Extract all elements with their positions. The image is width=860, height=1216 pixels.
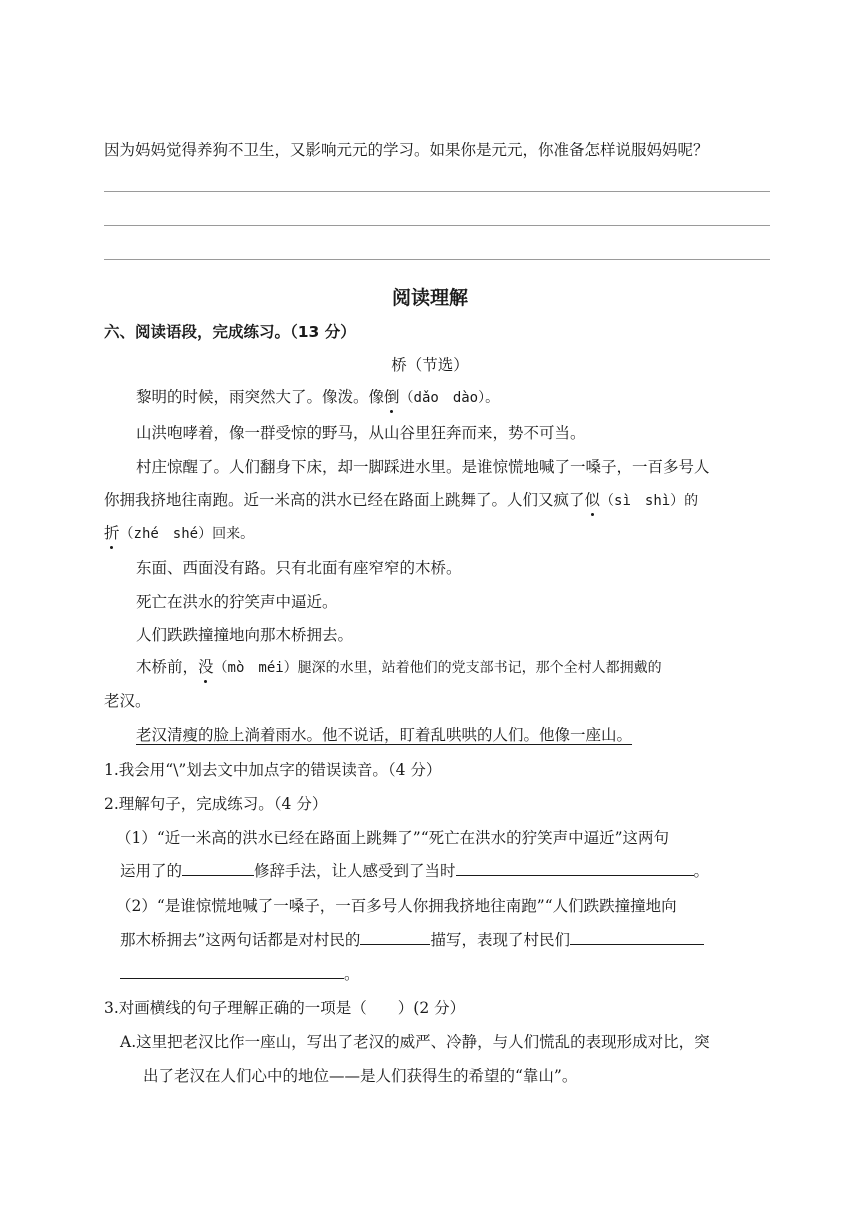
question-3: 3.对画横线的句子理解正确的一项是（ ）(2 分） <box>104 999 466 1017</box>
paragraph-text: 你拥我挤地往南跑。近一米高的洪水已经在路面上跳舞了。人们又疯了 <box>104 491 585 509</box>
answer-line-1[interactable] <box>104 191 770 192</box>
question-2-2-line-2 <box>120 930 704 950</box>
answer-line-2[interactable] <box>104 225 770 226</box>
paragraph-text: 木桥前， <box>136 658 199 676</box>
dotted-char: 折 <box>104 524 120 542</box>
question-text: 修辞手法，让人感受到了当时 <box>254 862 456 880</box>
question-text: 描写，表现了村民们 <box>430 931 570 949</box>
fill-blank[interactable] <box>570 930 704 945</box>
passage-paragraph-6: 人们跌跌撞撞地向那木桥拥去。 <box>136 626 354 644</box>
pinyin-options: （mò méi）腿深的水里，站着他们的党支部书记，那个全村人都拥戴的 <box>213 660 662 676</box>
answer-line-3[interactable] <box>104 259 770 260</box>
underlined-sentence: 老汉清瘦的脸上淌着雨水。他不说话，盯着乱哄哄的人们。他像一座山。 <box>136 726 633 744</box>
passage-title: 桥（节选） <box>391 356 469 374</box>
fill-blank[interactable] <box>360 930 430 945</box>
passage-paragraph-5: 死亡在洪水的狞笑声中逼近。 <box>136 593 338 611</box>
passage-paragraph-7-line-1 <box>136 657 662 678</box>
passage-paragraph-7-line-2: 老汉。 <box>104 692 151 710</box>
paragraph-text: 黎明的时候，雨突然大了。像泼。像 <box>136 388 385 406</box>
passage-paragraph-1 <box>136 387 499 408</box>
question-2-1-line-1: （1）“近一米高的洪水已经在路面上跳舞了”“死亡在洪水的狞笑声中逼近”这两句 <box>116 829 670 847</box>
question-2-1-line-2 <box>120 861 709 881</box>
passage-paragraph-3-line-2 <box>104 490 698 511</box>
question-text: 运用了的 <box>120 862 183 880</box>
fill-blank[interactable] <box>182 861 254 876</box>
dotted-char: 倒 <box>384 388 400 406</box>
option-a-line-2: 出了老汉在人们心中的地位——是人们获得生的希望的“靠山”。 <box>143 1067 578 1085</box>
section-title: 阅读理解 <box>391 287 468 309</box>
passage-paragraph-3-line-3 <box>104 523 254 544</box>
question-text: 。 <box>344 965 360 983</box>
question-text: 那木桥拥去”这两句话都是对村民的 <box>120 931 361 949</box>
intro-question: 因为妈妈觉得养狗不卫生，又影响元元的学习。如果你是元元，你准备怎样说服妈妈呢？ <box>104 141 709 159</box>
question-2-2-line-3 <box>120 964 360 984</box>
pinyin-options: （sì shì）的 <box>600 493 699 509</box>
question-2: 2.理解句子，完成练习。（4 分） <box>104 795 328 813</box>
question-text: 。 <box>693 862 710 880</box>
dotted-char: 似 <box>584 491 601 509</box>
question-6-heading: 六、阅读语段，完成练习。（13 分） <box>104 323 356 341</box>
passage-paragraph-2: 山洪咆哮着，像一群受惊的野马，从山谷里狂奔而来，势不可当。 <box>136 424 586 442</box>
fill-blank[interactable] <box>456 861 694 876</box>
dotted-char: 没 <box>198 658 214 676</box>
pinyin-options: （dǎo dào）。 <box>399 390 500 406</box>
pinyin-options: （zhé shé）回来。 <box>119 526 255 542</box>
passage-paragraph-3-line-1: 村庄惊醒了。人们翻身下床，却一脚踩进水里。是谁惊慌地喊了一嗓子，一百多号人 <box>136 458 710 476</box>
question-2-2-line-1: （2）“是谁惊慌地喊了一嗓子，一百多号人你拥我挤地往南跑”“人们跌跌撞撞地向 <box>116 897 677 915</box>
passage-paragraph-4: 东面、西面没有路。只有北面有座窄窄的木桥。 <box>136 559 462 577</box>
question-1: 1.我会用“\”划去文中加点字的错误读音。（4 分） <box>104 761 442 779</box>
fill-blank[interactable] <box>120 964 344 979</box>
option-a-line-1[interactable]: A.这里把老汉比作一座山，写出了老汉的威严、冷静，与人们慌乱的表现形成对比，突 <box>120 1033 710 1051</box>
